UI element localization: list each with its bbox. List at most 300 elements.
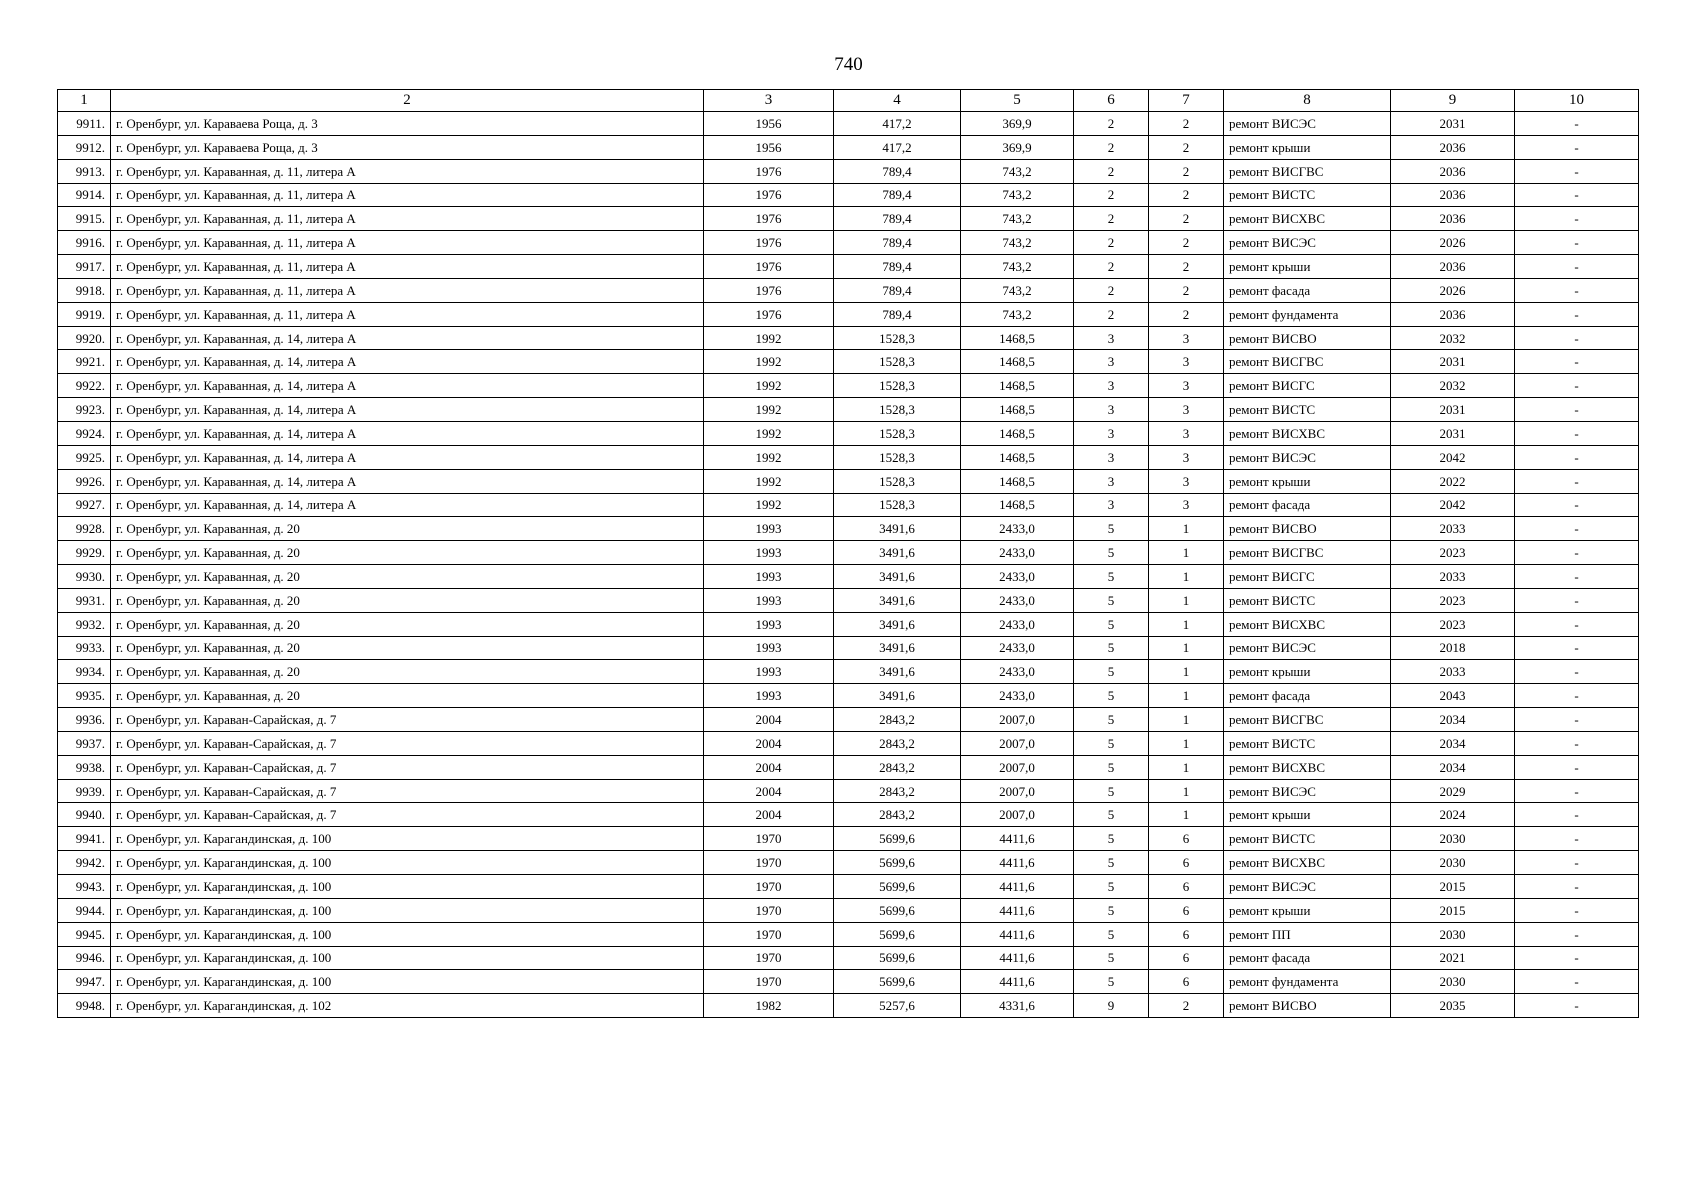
address-cell: г. Оренбург, ул. Караванная, д. 20: [111, 517, 704, 541]
entrances-cell: 6: [1149, 851, 1224, 875]
entrances-cell: 1: [1149, 636, 1224, 660]
year-built-cell: 1992: [704, 398, 834, 422]
column-header: 1: [58, 90, 111, 112]
row-number-cell: 9936.: [58, 708, 111, 732]
row-number-cell: 9916.: [58, 231, 111, 255]
address-cell: г. Оренбург, ул. Караванная, д. 14, литера А: [111, 493, 704, 517]
living-area-cell: 743,2: [961, 255, 1074, 279]
year-built-cell: 1970: [704, 946, 834, 970]
work-type-cell: ремонт фундамента: [1224, 302, 1391, 326]
living-area-cell: 2433,0: [961, 660, 1074, 684]
row-number-cell: 9919.: [58, 302, 111, 326]
work-type-cell: ремонт крыши: [1224, 898, 1391, 922]
total-area-cell: 789,4: [834, 278, 961, 302]
note-cell: -: [1515, 851, 1639, 875]
table-row: [58, 255, 1639, 279]
row-number-cell: 9939.: [58, 779, 111, 803]
note-cell: -: [1515, 350, 1639, 374]
living-area-cell: 4411,6: [961, 922, 1074, 946]
floors-cell: 3: [1074, 493, 1149, 517]
year-built-cell: 1976: [704, 302, 834, 326]
note-cell: -: [1515, 255, 1639, 279]
row-number-cell: 9944.: [58, 898, 111, 922]
table-row: [58, 159, 1639, 183]
address-cell: г. Оренбург, ул. Караванная, д. 11, литера А: [111, 207, 704, 231]
living-area-cell: 4411,6: [961, 946, 1074, 970]
year-built-cell: 1993: [704, 612, 834, 636]
table-row: [58, 326, 1639, 350]
floors-cell: 3: [1074, 326, 1149, 350]
floors-cell: 3: [1074, 469, 1149, 493]
row-number-cell: 9929.: [58, 541, 111, 565]
total-area-cell: 789,4: [834, 159, 961, 183]
planned-year-cell: 2030: [1391, 970, 1515, 994]
work-type-cell: ремонт фасада: [1224, 684, 1391, 708]
note-cell: -: [1515, 541, 1639, 565]
entrances-cell: 1: [1149, 541, 1224, 565]
total-area-cell: 3491,6: [834, 517, 961, 541]
living-area-cell: 2007,0: [961, 779, 1074, 803]
entrances-cell: 2: [1149, 302, 1224, 326]
entrances-cell: 1: [1149, 588, 1224, 612]
work-type-cell: ремонт ВИСТС: [1224, 398, 1391, 422]
row-number-cell: 9921.: [58, 350, 111, 374]
table-row: [58, 898, 1639, 922]
entrances-cell: 3: [1149, 421, 1224, 445]
table-row: [58, 708, 1639, 732]
total-area-cell: 789,4: [834, 231, 961, 255]
column-header: 9: [1391, 90, 1515, 112]
living-area-cell: 4331,6: [961, 994, 1074, 1018]
address-cell: г. Оренбург, ул. Караван-Сарайская, д. 7: [111, 731, 704, 755]
table-row: [58, 469, 1639, 493]
table-row: [58, 922, 1639, 946]
row-number-cell: 9922.: [58, 374, 111, 398]
planned-year-cell: 2043: [1391, 684, 1515, 708]
floors-cell: 5: [1074, 779, 1149, 803]
living-area-cell: 743,2: [961, 159, 1074, 183]
address-cell: г. Оренбург, ул. Караванная, д. 20: [111, 588, 704, 612]
planned-year-cell: 2036: [1391, 302, 1515, 326]
address-cell: г. Оренбург, ул. Карагандинская, д. 100: [111, 827, 704, 851]
total-area-cell: 5699,6: [834, 875, 961, 899]
table-row: [58, 612, 1639, 636]
row-number-cell: 9933.: [58, 636, 111, 660]
entrances-cell: 3: [1149, 398, 1224, 422]
floors-cell: 5: [1074, 708, 1149, 732]
floors-cell: 5: [1074, 612, 1149, 636]
table-row: [58, 231, 1639, 255]
planned-year-cell: 2031: [1391, 112, 1515, 136]
total-area-cell: 1528,3: [834, 350, 961, 374]
header-row: [58, 90, 1639, 112]
total-area-cell: 3491,6: [834, 612, 961, 636]
table-row: [58, 183, 1639, 207]
work-type-cell: ремонт ВИСГС: [1224, 565, 1391, 589]
work-type-cell: ремонт ВИСЭС: [1224, 636, 1391, 660]
table-row: [58, 517, 1639, 541]
note-cell: -: [1515, 398, 1639, 422]
work-type-cell: ремонт ВИСЭС: [1224, 445, 1391, 469]
entrances-cell: 1: [1149, 779, 1224, 803]
row-number-cell: 9938.: [58, 755, 111, 779]
planned-year-cell: 2034: [1391, 755, 1515, 779]
planned-year-cell: 2031: [1391, 350, 1515, 374]
note-cell: -: [1515, 994, 1639, 1018]
work-type-cell: ремонт ВИСВО: [1224, 326, 1391, 350]
living-area-cell: 1468,5: [961, 350, 1074, 374]
note-cell: -: [1515, 708, 1639, 732]
address-cell: г. Оренбург, ул. Караванная, д. 20: [111, 684, 704, 708]
address-cell: г. Оренбург, ул. Карагандинская, д. 102: [111, 994, 704, 1018]
entrances-cell: 1: [1149, 517, 1224, 541]
row-number-cell: 9947.: [58, 970, 111, 994]
planned-year-cell: 2042: [1391, 445, 1515, 469]
work-type-cell: ремонт ПП: [1224, 922, 1391, 946]
year-built-cell: 1976: [704, 207, 834, 231]
living-area-cell: 2007,0: [961, 708, 1074, 732]
floors-cell: 5: [1074, 875, 1149, 899]
year-built-cell: 1976: [704, 255, 834, 279]
total-area-cell: 3491,6: [834, 684, 961, 708]
table-row: [58, 421, 1639, 445]
row-number-cell: 9923.: [58, 398, 111, 422]
year-built-cell: 2004: [704, 731, 834, 755]
work-type-cell: ремонт ВИСВО: [1224, 994, 1391, 1018]
planned-year-cell: 2023: [1391, 588, 1515, 612]
year-built-cell: 1970: [704, 851, 834, 875]
address-cell: г. Оренбург, ул. Карагандинская, д. 100: [111, 898, 704, 922]
work-type-cell: ремонт ВИСХВС: [1224, 851, 1391, 875]
entrances-cell: 1: [1149, 755, 1224, 779]
table-row: [58, 684, 1639, 708]
entrances-cell: 1: [1149, 612, 1224, 636]
row-number-cell: 9940.: [58, 803, 111, 827]
address-cell: г. Оренбург, ул. Караваева Роща, д. 3: [111, 135, 704, 159]
total-area-cell: 417,2: [834, 135, 961, 159]
planned-year-cell: 2042: [1391, 493, 1515, 517]
total-area-cell: 417,2: [834, 112, 961, 136]
address-cell: г. Оренбург, ул. Караванная, д. 14, литера А: [111, 326, 704, 350]
note-cell: -: [1515, 374, 1639, 398]
entrances-cell: 6: [1149, 946, 1224, 970]
note-cell: -: [1515, 875, 1639, 899]
table-row: [58, 302, 1639, 326]
year-built-cell: 1992: [704, 493, 834, 517]
living-area-cell: 743,2: [961, 278, 1074, 302]
row-number-cell: 9918.: [58, 278, 111, 302]
year-built-cell: 1970: [704, 970, 834, 994]
planned-year-cell: 2032: [1391, 326, 1515, 350]
note-cell: -: [1515, 183, 1639, 207]
year-built-cell: 1956: [704, 112, 834, 136]
row-number-cell: 9920.: [58, 326, 111, 350]
year-built-cell: 2004: [704, 708, 834, 732]
planned-year-cell: 2036: [1391, 159, 1515, 183]
floors-cell: 5: [1074, 636, 1149, 660]
total-area-cell: 5699,6: [834, 851, 961, 875]
note-cell: -: [1515, 112, 1639, 136]
table-row: [58, 970, 1639, 994]
entrances-cell: 1: [1149, 803, 1224, 827]
total-area-cell: 789,4: [834, 255, 961, 279]
total-area-cell: 5699,6: [834, 898, 961, 922]
work-type-cell: ремонт ВИСТС: [1224, 827, 1391, 851]
planned-year-cell: 2035: [1391, 994, 1515, 1018]
note-cell: -: [1515, 803, 1639, 827]
living-area-cell: 2433,0: [961, 565, 1074, 589]
note-cell: -: [1515, 970, 1639, 994]
floors-cell: 9: [1074, 994, 1149, 1018]
floors-cell: 5: [1074, 803, 1149, 827]
row-number-cell: 9935.: [58, 684, 111, 708]
planned-year-cell: 2023: [1391, 612, 1515, 636]
entrances-cell: 2: [1149, 994, 1224, 1018]
planned-year-cell: 2036: [1391, 207, 1515, 231]
planned-year-cell: 2026: [1391, 231, 1515, 255]
note-cell: -: [1515, 922, 1639, 946]
work-type-cell: ремонт фасада: [1224, 493, 1391, 517]
floors-cell: 5: [1074, 851, 1149, 875]
work-type-cell: ремонт ВИСВО: [1224, 517, 1391, 541]
living-area-cell: 2433,0: [961, 517, 1074, 541]
work-type-cell: ремонт ВИСТС: [1224, 588, 1391, 612]
year-built-cell: 1992: [704, 326, 834, 350]
entrances-cell: 2: [1149, 231, 1224, 255]
table-row: [58, 994, 1639, 1018]
address-cell: г. Оренбург, ул. Караван-Сарайская, д. 7: [111, 708, 704, 732]
note-cell: -: [1515, 612, 1639, 636]
floors-cell: 5: [1074, 827, 1149, 851]
address-cell: г. Оренбург, ул. Караванная, д. 14, литера А: [111, 350, 704, 374]
living-area-cell: 1468,5: [961, 493, 1074, 517]
note-cell: -: [1515, 779, 1639, 803]
year-built-cell: 1993: [704, 588, 834, 612]
year-built-cell: 1976: [704, 231, 834, 255]
floors-cell: 5: [1074, 755, 1149, 779]
note-cell: -: [1515, 278, 1639, 302]
note-cell: -: [1515, 898, 1639, 922]
note-cell: -: [1515, 660, 1639, 684]
table-row: [58, 875, 1639, 899]
planned-year-cell: 2033: [1391, 517, 1515, 541]
address-cell: г. Оренбург, ул. Карагандинская, д. 100: [111, 875, 704, 899]
work-type-cell: ремонт ВИСЭС: [1224, 231, 1391, 255]
living-area-cell: 369,9: [961, 112, 1074, 136]
floors-cell: 2: [1074, 183, 1149, 207]
address-cell: г. Оренбург, ул. Караванная, д. 11, литера А: [111, 183, 704, 207]
address-cell: г. Оренбург, ул. Караванная, д. 11, литера А: [111, 302, 704, 326]
work-type-cell: ремонт ВИСГВС: [1224, 350, 1391, 374]
row-number-cell: 9912.: [58, 135, 111, 159]
living-area-cell: 2433,0: [961, 684, 1074, 708]
year-built-cell: 1970: [704, 875, 834, 899]
floors-cell: 3: [1074, 445, 1149, 469]
living-area-cell: 2433,0: [961, 636, 1074, 660]
address-cell: г. Оренбург, ул. Караванная, д. 14, литера А: [111, 421, 704, 445]
total-area-cell: 3491,6: [834, 588, 961, 612]
note-cell: -: [1515, 588, 1639, 612]
total-area-cell: 5257,6: [834, 994, 961, 1018]
floors-cell: 5: [1074, 731, 1149, 755]
living-area-cell: 743,2: [961, 207, 1074, 231]
table-body: [58, 112, 1639, 1018]
address-cell: г. Оренбург, ул. Караван-Сарайская, д. 7: [111, 755, 704, 779]
total-area-cell: 5699,6: [834, 946, 961, 970]
year-built-cell: 1970: [704, 922, 834, 946]
year-built-cell: 1976: [704, 183, 834, 207]
planned-year-cell: 2026: [1391, 278, 1515, 302]
living-area-cell: 1468,5: [961, 326, 1074, 350]
work-type-cell: ремонт крыши: [1224, 135, 1391, 159]
year-built-cell: 1992: [704, 469, 834, 493]
living-area-cell: 743,2: [961, 183, 1074, 207]
total-area-cell: 2843,2: [834, 731, 961, 755]
column-header: 7: [1149, 90, 1224, 112]
address-cell: г. Оренбург, ул. Караванная, д. 11, литера А: [111, 231, 704, 255]
floors-cell: 2: [1074, 135, 1149, 159]
work-type-cell: ремонт крыши: [1224, 469, 1391, 493]
column-header: 10: [1515, 90, 1639, 112]
work-type-cell: ремонт ВИСГВС: [1224, 708, 1391, 732]
entrances-cell: 2: [1149, 207, 1224, 231]
address-cell: г. Оренбург, ул. Караванная, д. 14, литера А: [111, 398, 704, 422]
row-number-cell: 9926.: [58, 469, 111, 493]
work-type-cell: ремонт ВИСГС: [1224, 374, 1391, 398]
table-row: [58, 946, 1639, 970]
note-cell: -: [1515, 421, 1639, 445]
table-row: [58, 636, 1639, 660]
floors-cell: 5: [1074, 517, 1149, 541]
total-area-cell: 1528,3: [834, 445, 961, 469]
work-type-cell: ремонт ВИСХВС: [1224, 207, 1391, 231]
floors-cell: 5: [1074, 898, 1149, 922]
living-area-cell: 743,2: [961, 231, 1074, 255]
living-area-cell: 743,2: [961, 302, 1074, 326]
planned-year-cell: 2034: [1391, 731, 1515, 755]
note-cell: -: [1515, 135, 1639, 159]
row-number-cell: 9911.: [58, 112, 111, 136]
table-row: [58, 493, 1639, 517]
planned-year-cell: 2036: [1391, 183, 1515, 207]
planned-year-cell: 2034: [1391, 708, 1515, 732]
table-row: [58, 803, 1639, 827]
living-area-cell: 1468,5: [961, 421, 1074, 445]
row-number-cell: 9930.: [58, 565, 111, 589]
floors-cell: 3: [1074, 350, 1149, 374]
planned-year-cell: 2021: [1391, 946, 1515, 970]
table-row: [58, 731, 1639, 755]
table-row: [58, 660, 1639, 684]
year-built-cell: 1993: [704, 517, 834, 541]
work-type-cell: ремонт фасада: [1224, 278, 1391, 302]
note-cell: -: [1515, 326, 1639, 350]
entrances-cell: 1: [1149, 708, 1224, 732]
planned-year-cell: 2029: [1391, 779, 1515, 803]
row-number-cell: 9931.: [58, 588, 111, 612]
row-number-cell: 9914.: [58, 183, 111, 207]
floors-cell: 5: [1074, 970, 1149, 994]
floors-cell: 2: [1074, 278, 1149, 302]
row-number-cell: 9927.: [58, 493, 111, 517]
living-area-cell: 4411,6: [961, 875, 1074, 899]
work-type-cell: ремонт ВИСТС: [1224, 183, 1391, 207]
address-cell: г. Оренбург, ул. Караванная, д. 20: [111, 636, 704, 660]
total-area-cell: 789,4: [834, 302, 961, 326]
note-cell: -: [1515, 159, 1639, 183]
entrances-cell: 2: [1149, 159, 1224, 183]
entrances-cell: 3: [1149, 493, 1224, 517]
living-area-cell: 2007,0: [961, 731, 1074, 755]
table-row: [58, 278, 1639, 302]
floors-cell: 5: [1074, 541, 1149, 565]
work-type-cell: ремонт ВИСХВС: [1224, 421, 1391, 445]
entrances-cell: 2: [1149, 278, 1224, 302]
entrances-cell: 3: [1149, 445, 1224, 469]
work-type-cell: ремонт ВИСГВС: [1224, 541, 1391, 565]
year-built-cell: 1993: [704, 660, 834, 684]
planned-year-cell: 2015: [1391, 875, 1515, 899]
note-cell: -: [1515, 469, 1639, 493]
table-row: [58, 374, 1639, 398]
column-header: 2: [111, 90, 704, 112]
planned-year-cell: 2030: [1391, 827, 1515, 851]
planned-year-cell: 2018: [1391, 636, 1515, 660]
year-built-cell: 1956: [704, 135, 834, 159]
work-type-cell: ремонт фундамента: [1224, 970, 1391, 994]
total-area-cell: 3491,6: [834, 636, 961, 660]
floors-cell: 3: [1074, 398, 1149, 422]
work-type-cell: ремонт крыши: [1224, 255, 1391, 279]
row-number-cell: 9928.: [58, 517, 111, 541]
living-area-cell: 1468,5: [961, 469, 1074, 493]
table-row: [58, 445, 1639, 469]
entrances-cell: 6: [1149, 827, 1224, 851]
floors-cell: 2: [1074, 112, 1149, 136]
address-cell: г. Оренбург, ул. Караванная, д. 11, литера А: [111, 159, 704, 183]
living-area-cell: 4411,6: [961, 970, 1074, 994]
floors-cell: 2: [1074, 255, 1149, 279]
work-type-cell: ремонт крыши: [1224, 660, 1391, 684]
entrances-cell: 2: [1149, 135, 1224, 159]
address-cell: г. Оренбург, ул. Караванная, д. 20: [111, 541, 704, 565]
page-number: 740: [834, 54, 863, 75]
year-built-cell: 1993: [704, 684, 834, 708]
row-number-cell: 9945.: [58, 922, 111, 946]
planned-year-cell: 2036: [1391, 255, 1515, 279]
total-area-cell: 1528,3: [834, 398, 961, 422]
floors-cell: 5: [1074, 684, 1149, 708]
work-type-cell: ремонт ВИСЭС: [1224, 875, 1391, 899]
year-built-cell: 2004: [704, 755, 834, 779]
work-type-cell: ремонт ВИСХВС: [1224, 612, 1391, 636]
entrances-cell: 6: [1149, 898, 1224, 922]
column-header: 5: [961, 90, 1074, 112]
address-cell: г. Оренбург, ул. Караван-Сарайская, д. 7: [111, 779, 704, 803]
entrances-cell: 2: [1149, 112, 1224, 136]
address-cell: г. Оренбург, ул. Карагандинская, д. 100: [111, 851, 704, 875]
total-area-cell: 789,4: [834, 207, 961, 231]
total-area-cell: 2843,2: [834, 755, 961, 779]
row-number-cell: 9942.: [58, 851, 111, 875]
row-number-cell: 9948.: [58, 994, 111, 1018]
table-row: [58, 135, 1639, 159]
total-area-cell: 1528,3: [834, 374, 961, 398]
year-built-cell: 1992: [704, 374, 834, 398]
living-area-cell: 2433,0: [961, 588, 1074, 612]
year-built-cell: 1992: [704, 350, 834, 374]
note-cell: -: [1515, 827, 1639, 851]
